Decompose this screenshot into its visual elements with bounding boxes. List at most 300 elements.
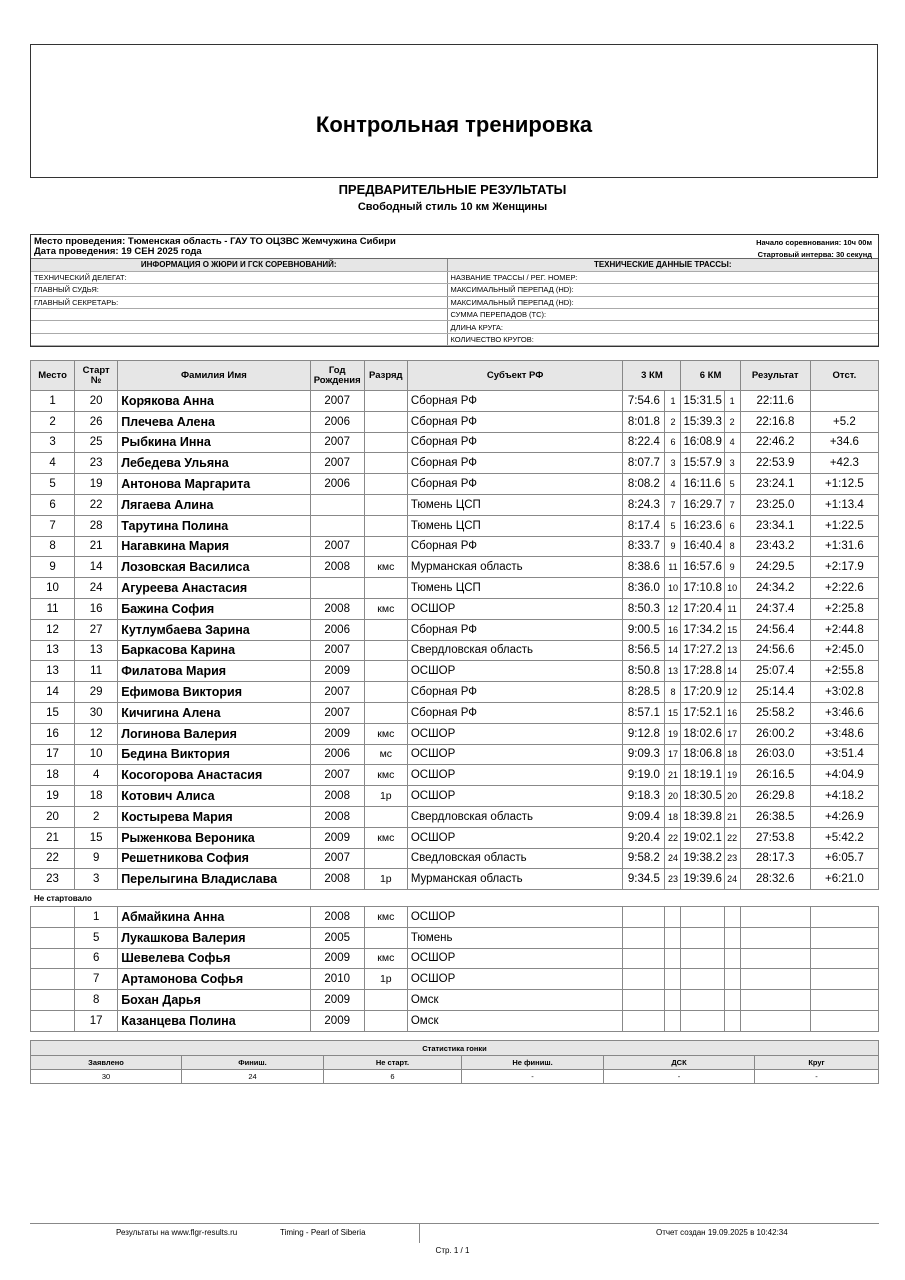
subject: Сборная РФ bbox=[407, 391, 623, 412]
split-3km: 9:58.2 bbox=[623, 848, 665, 869]
empty-cell bbox=[810, 948, 878, 969]
split-6km: 17:52.1 bbox=[681, 702, 724, 723]
result-row bbox=[31, 848, 879, 869]
footer-divider bbox=[30, 1223, 879, 1224]
footer-created: Отчет создан 19.09.2025 в 10:42:34 bbox=[656, 1228, 788, 1237]
athlete-name: Лягаева Алина bbox=[118, 494, 310, 515]
split-6km: 17:28.8 bbox=[681, 661, 724, 682]
split-6km: 16:11.6 bbox=[681, 474, 724, 495]
stats-header: Заявлено bbox=[31, 1056, 182, 1070]
empty-cell bbox=[681, 990, 724, 1011]
birth-year: 2010 bbox=[310, 969, 364, 990]
time-behind: +3:48.6 bbox=[810, 723, 878, 744]
split-6km-rank: 16 bbox=[724, 702, 740, 723]
subject: Тюмень ЦСП bbox=[407, 494, 623, 515]
bib: 15 bbox=[75, 827, 118, 848]
athlete-name: Кичигина Алена bbox=[118, 702, 310, 723]
bib: 28 bbox=[75, 515, 118, 536]
athlete-name: Лозовская Василиса bbox=[118, 557, 310, 578]
split-3km: 8:50.8 bbox=[623, 661, 665, 682]
place: 12 bbox=[31, 619, 75, 640]
split-6km-rank: 3 bbox=[724, 453, 740, 474]
stats-value: 6 bbox=[324, 1070, 462, 1084]
track-field: МАКСИМАЛЬНЫЙ ПЕРЕПАД (HD): bbox=[447, 296, 878, 308]
athlete-name: Лукашкова Валерия bbox=[118, 927, 310, 948]
bib: 8 bbox=[75, 990, 118, 1011]
category bbox=[364, 619, 407, 640]
start-info bbox=[756, 237, 872, 261]
time-behind: +2:45.0 bbox=[810, 640, 878, 661]
race-stats-table bbox=[30, 1040, 879, 1084]
athlete-name: Бохан Дарья bbox=[118, 990, 310, 1011]
birth-year: 2007 bbox=[310, 682, 364, 703]
place bbox=[31, 969, 75, 990]
empty-cell bbox=[810, 969, 878, 990]
category bbox=[364, 536, 407, 557]
place: 7 bbox=[31, 515, 75, 536]
split-3km-rank: 22 bbox=[665, 827, 681, 848]
subject: ОСШОР bbox=[407, 827, 623, 848]
category: 1р bbox=[364, 786, 407, 807]
athlete-name: Лебедева Ульяна bbox=[118, 453, 310, 474]
split-3km-rank: 24 bbox=[665, 848, 681, 869]
place: 3 bbox=[31, 432, 75, 453]
time-behind: +3:51.4 bbox=[810, 744, 878, 765]
col-bib: Старт № bbox=[75, 361, 118, 391]
subject: ОСШОР bbox=[407, 723, 623, 744]
empty-cell bbox=[724, 907, 740, 928]
empty-cell bbox=[665, 1010, 681, 1031]
category bbox=[364, 848, 407, 869]
split-3km-rank: 17 bbox=[665, 744, 681, 765]
split-3km: 8:01.8 bbox=[623, 411, 665, 432]
split-3km: 8:38.6 bbox=[623, 557, 665, 578]
result: 28:32.6 bbox=[740, 869, 810, 890]
col-diff: Отст. bbox=[810, 361, 878, 391]
place: 4 bbox=[31, 453, 75, 474]
result: 26:38.5 bbox=[740, 806, 810, 827]
split-6km-rank: 7 bbox=[724, 494, 740, 515]
split-6km: 15:31.5 bbox=[681, 391, 724, 412]
split-6km: 17:20.9 bbox=[681, 682, 724, 703]
split-3km: 7:54.6 bbox=[623, 391, 665, 412]
birth-year: 2007 bbox=[310, 432, 364, 453]
split-3km-rank: 23 bbox=[665, 869, 681, 890]
birth-year: 2008 bbox=[310, 806, 364, 827]
category: кмс bbox=[364, 598, 407, 619]
track-field: КОЛИЧЕСТВО КРУГОВ: bbox=[447, 333, 878, 345]
jury-header: ИНФОРМАЦИЯ О ЖЮРИ И ГСК СОРЕВНОВАНИЙ: bbox=[31, 259, 447, 271]
athlete-name: Корякова Анна bbox=[118, 391, 310, 412]
place: 17 bbox=[31, 744, 75, 765]
split-3km-rank: 11 bbox=[665, 557, 681, 578]
time-behind: +3:02.8 bbox=[810, 682, 878, 703]
stats-header: Не финиш. bbox=[462, 1056, 604, 1070]
empty-cell bbox=[810, 990, 878, 1011]
result-row bbox=[31, 598, 879, 619]
split-3km-rank: 19 bbox=[665, 723, 681, 744]
subject: Сборная РФ bbox=[407, 411, 623, 432]
split-3km-rank: 14 bbox=[665, 640, 681, 661]
place bbox=[31, 1010, 75, 1031]
split-6km: 18:02.6 bbox=[681, 723, 724, 744]
time-behind: +5:42.2 bbox=[810, 827, 878, 848]
stats-header: Круг bbox=[755, 1056, 879, 1070]
result: 27:53.8 bbox=[740, 827, 810, 848]
split-3km: 9:20.4 bbox=[623, 827, 665, 848]
empty-cell bbox=[665, 969, 681, 990]
bib: 18 bbox=[75, 786, 118, 807]
split-6km-rank: 11 bbox=[724, 598, 740, 619]
subject: Сборная РФ bbox=[407, 682, 623, 703]
athlete-name: Ефимова Виктория bbox=[118, 682, 310, 703]
subject: ОСШОР bbox=[407, 661, 623, 682]
split-6km: 18:39.8 bbox=[681, 806, 724, 827]
split-3km-rank: 13 bbox=[665, 661, 681, 682]
result-row bbox=[31, 474, 879, 495]
birth-year: 2008 bbox=[310, 557, 364, 578]
result-row bbox=[31, 702, 879, 723]
category bbox=[364, 578, 407, 599]
birth-year: 2009 bbox=[310, 723, 364, 744]
result: 26:29.8 bbox=[740, 786, 810, 807]
subject: Сведловская область bbox=[407, 848, 623, 869]
start-time: Начало соревнования: 10ч 00м bbox=[756, 238, 872, 247]
empty-cell bbox=[665, 907, 681, 928]
result-row bbox=[31, 661, 879, 682]
time-behind bbox=[810, 391, 878, 412]
not-started-row bbox=[31, 907, 879, 928]
split-6km: 17:34.2 bbox=[681, 619, 724, 640]
info-header-row bbox=[31, 259, 878, 271]
time-behind: +2:22.6 bbox=[810, 578, 878, 599]
split-3km: 8:56.5 bbox=[623, 640, 665, 661]
place: 19 bbox=[31, 786, 75, 807]
col-result: Результат bbox=[740, 361, 810, 391]
place: 15 bbox=[31, 702, 75, 723]
empty-cell bbox=[724, 969, 740, 990]
place: 13 bbox=[31, 661, 75, 682]
split-6km: 15:57.9 bbox=[681, 453, 724, 474]
result-row bbox=[31, 640, 879, 661]
time-behind: +1:13.4 bbox=[810, 494, 878, 515]
split-3km: 8:24.3 bbox=[623, 494, 665, 515]
category bbox=[364, 1010, 407, 1031]
col-year: Год Рождения bbox=[310, 361, 364, 391]
footer-timing: Timing - Pearl of Siberia bbox=[280, 1228, 366, 1237]
athlete-name: Артамонова Софья bbox=[118, 969, 310, 990]
place: 21 bbox=[31, 827, 75, 848]
place: 9 bbox=[31, 557, 75, 578]
split-6km-rank: 6 bbox=[724, 515, 740, 536]
birth-year: 2009 bbox=[310, 661, 364, 682]
subject: Тюмень ЦСП bbox=[407, 515, 623, 536]
athlete-name: Шевелева Софья bbox=[118, 948, 310, 969]
split-6km: 16:40.4 bbox=[681, 536, 724, 557]
split-6km-rank: 21 bbox=[724, 806, 740, 827]
place: 22 bbox=[31, 848, 75, 869]
athlete-name: Казанцева Полина bbox=[118, 1010, 310, 1031]
athlete-name: Тарутина Полина bbox=[118, 515, 310, 536]
result: 24:34.2 bbox=[740, 578, 810, 599]
bib: 3 bbox=[75, 869, 118, 890]
split-6km: 17:20.4 bbox=[681, 598, 724, 619]
split-3km: 9:12.8 bbox=[623, 723, 665, 744]
empty-cell bbox=[623, 969, 665, 990]
split-6km-rank: 15 bbox=[724, 619, 740, 640]
result: 25:14.4 bbox=[740, 682, 810, 703]
birth-year: 2007 bbox=[310, 453, 364, 474]
split-6km-rank: 23 bbox=[724, 848, 740, 869]
split-6km: 16:08.9 bbox=[681, 432, 724, 453]
empty-cell bbox=[724, 1010, 740, 1031]
result: 24:37.4 bbox=[740, 598, 810, 619]
birth-year bbox=[310, 515, 364, 536]
result: 26:03.0 bbox=[740, 744, 810, 765]
bib: 16 bbox=[75, 598, 118, 619]
jury-track-table bbox=[31, 259, 878, 346]
place: 1 bbox=[31, 391, 75, 412]
subject: Омск bbox=[407, 1010, 623, 1031]
time-behind: +4:18.2 bbox=[810, 786, 878, 807]
category bbox=[364, 494, 407, 515]
birth-year: 2006 bbox=[310, 744, 364, 765]
split-3km-rank: 2 bbox=[665, 411, 681, 432]
category bbox=[364, 682, 407, 703]
split-3km: 8:50.3 bbox=[623, 598, 665, 619]
category: 1р bbox=[364, 969, 407, 990]
split-6km: 15:39.3 bbox=[681, 411, 724, 432]
split-6km-rank: 9 bbox=[724, 557, 740, 578]
result: 24:29.5 bbox=[740, 557, 810, 578]
split-6km-rank: 22 bbox=[724, 827, 740, 848]
empty-cell bbox=[665, 990, 681, 1011]
time-behind: +4:26.9 bbox=[810, 806, 878, 827]
result-row bbox=[31, 432, 879, 453]
empty-cell bbox=[623, 907, 665, 928]
category bbox=[364, 474, 407, 495]
col-split1: 3 КМ bbox=[623, 361, 681, 391]
place: 8 bbox=[31, 536, 75, 557]
col-place: Место bbox=[31, 361, 75, 391]
place bbox=[31, 990, 75, 1011]
athlete-name: Косогорова Анастасия bbox=[118, 765, 310, 786]
subject: Сборная РФ bbox=[407, 702, 623, 723]
birth-year: 2008 bbox=[310, 869, 364, 890]
bib: 17 bbox=[75, 1010, 118, 1031]
athlete-name: Плечева Алена bbox=[118, 411, 310, 432]
results-header bbox=[31, 361, 879, 391]
info-row bbox=[31, 284, 878, 296]
split-3km-rank: 8 bbox=[665, 682, 681, 703]
split-3km: 8:08.2 bbox=[623, 474, 665, 495]
footer-results-link[interactable]: Результаты на www.flgr-results.ru bbox=[116, 1228, 238, 1237]
subject: ОСШОР bbox=[407, 786, 623, 807]
result: 24:56.4 bbox=[740, 619, 810, 640]
stats-title-row bbox=[31, 1041, 879, 1056]
result-row bbox=[31, 578, 879, 599]
split-3km-rank: 1 bbox=[665, 391, 681, 412]
jury-field: ТЕХНИЧЕСКИЙ ДЕЛЕГАТ: bbox=[31, 271, 447, 283]
not-started-row bbox=[31, 948, 879, 969]
subject: ОСШОР bbox=[407, 948, 623, 969]
subject: ОСШОР bbox=[407, 765, 623, 786]
result-row bbox=[31, 744, 879, 765]
time-behind: +34.6 bbox=[810, 432, 878, 453]
split-6km: 16:23.6 bbox=[681, 515, 724, 536]
subject: ОСШОР bbox=[407, 744, 623, 765]
subject: Тюмень bbox=[407, 927, 623, 948]
split-3km-rank: 21 bbox=[665, 765, 681, 786]
split-3km-rank: 18 bbox=[665, 806, 681, 827]
split-6km-rank: 5 bbox=[724, 474, 740, 495]
stats-value: - bbox=[462, 1070, 604, 1084]
split-6km: 16:29.7 bbox=[681, 494, 724, 515]
time-behind: +2:17.9 bbox=[810, 557, 878, 578]
category bbox=[364, 927, 407, 948]
bib: 11 bbox=[75, 661, 118, 682]
stats-header: Не старт. bbox=[324, 1056, 462, 1070]
info-box bbox=[30, 234, 879, 347]
stats-value: 24 bbox=[182, 1070, 324, 1084]
subject: ОСШОР bbox=[407, 969, 623, 990]
time-behind: +6:05.7 bbox=[810, 848, 878, 869]
empty-cell bbox=[810, 1010, 878, 1031]
result: 25:58.2 bbox=[740, 702, 810, 723]
bib: 29 bbox=[75, 682, 118, 703]
empty-cell bbox=[681, 927, 724, 948]
bib: 4 bbox=[75, 765, 118, 786]
athlete-name: Баркасова Карина bbox=[118, 640, 310, 661]
empty-cell bbox=[740, 1010, 810, 1031]
stats-header: ДСК bbox=[604, 1056, 755, 1070]
page-title: Контрольная тренировка bbox=[315, 112, 593, 137]
bib: 23 bbox=[75, 453, 118, 474]
bib: 2 bbox=[75, 806, 118, 827]
split-3km-rank: 7 bbox=[665, 494, 681, 515]
empty-cell bbox=[740, 990, 810, 1011]
time-behind: +4:04.9 bbox=[810, 765, 878, 786]
athlete-name: Абмайкина Анна bbox=[118, 907, 310, 928]
not-started-label: Не стартовало bbox=[34, 894, 92, 903]
birth-year: 2007 bbox=[310, 391, 364, 412]
birth-year: 2006 bbox=[310, 474, 364, 495]
split-3km: 9:00.5 bbox=[623, 619, 665, 640]
result: 23:24.1 bbox=[740, 474, 810, 495]
not-started-row bbox=[31, 969, 879, 990]
result-row bbox=[31, 869, 879, 890]
split-6km: 18:19.1 bbox=[681, 765, 724, 786]
bib: 25 bbox=[75, 432, 118, 453]
category bbox=[364, 515, 407, 536]
birth-year: 2008 bbox=[310, 907, 364, 928]
col-subject: Субъект РФ bbox=[407, 361, 623, 391]
split-6km: 19:38.2 bbox=[681, 848, 724, 869]
split-6km-rank: 12 bbox=[724, 682, 740, 703]
athlete-name: Решетникова София bbox=[118, 848, 310, 869]
place: 10 bbox=[31, 578, 75, 599]
track-field: МАКСИМАЛЬНЫЙ ПЕРЕПАД (HD): bbox=[447, 284, 878, 296]
split-3km: 8:57.1 bbox=[623, 702, 665, 723]
place: 6 bbox=[31, 494, 75, 515]
result-row bbox=[31, 723, 879, 744]
split-3km: 9:09.4 bbox=[623, 806, 665, 827]
result-row bbox=[31, 494, 879, 515]
athlete-name: Кутлумбаева Зарина bbox=[118, 619, 310, 640]
time-behind: +1:12.5 bbox=[810, 474, 878, 495]
time-behind: +2:25.8 bbox=[810, 598, 878, 619]
split-3km: 9:34.5 bbox=[623, 869, 665, 890]
time-behind: +42.3 bbox=[810, 453, 878, 474]
place: 23 bbox=[31, 869, 75, 890]
result-row bbox=[31, 391, 879, 412]
split-3km-rank: 12 bbox=[665, 598, 681, 619]
time-behind: +2:44.8 bbox=[810, 619, 878, 640]
empty-cell bbox=[681, 907, 724, 928]
split-3km: 8:22.4 bbox=[623, 432, 665, 453]
athlete-name: Антонова Маргарита bbox=[118, 474, 310, 495]
birth-year: 2005 bbox=[310, 927, 364, 948]
birth-year: 2006 bbox=[310, 619, 364, 640]
subject: Мурманская область bbox=[407, 869, 623, 890]
not-started-table bbox=[30, 906, 879, 1032]
split-3km-rank: 6 bbox=[665, 432, 681, 453]
track-field: СУММА ПЕРЕПАДОВ (ТС): bbox=[447, 309, 878, 321]
empty-cell bbox=[740, 927, 810, 948]
split-3km-rank: 3 bbox=[665, 453, 681, 474]
birth-year: 2007 bbox=[310, 765, 364, 786]
athlete-name: Бедина Виктория bbox=[118, 744, 310, 765]
place bbox=[31, 907, 75, 928]
category bbox=[364, 990, 407, 1011]
athlete-name: Костырева Мария bbox=[118, 806, 310, 827]
info-row bbox=[31, 309, 878, 321]
jury-field: ГЛАВНЫЙ СЕКРЕТАРЬ: bbox=[31, 296, 447, 308]
bib: 22 bbox=[75, 494, 118, 515]
result: 23:25.0 bbox=[740, 494, 810, 515]
empty-cell bbox=[623, 1010, 665, 1031]
bib: 1 bbox=[75, 907, 118, 928]
venue-block bbox=[34, 237, 396, 257]
subject: Омск bbox=[407, 990, 623, 1011]
place: 5 bbox=[31, 474, 75, 495]
subject: Свердловская область bbox=[407, 806, 623, 827]
result: 26:16.5 bbox=[740, 765, 810, 786]
time-behind: +3:46.6 bbox=[810, 702, 878, 723]
place bbox=[31, 948, 75, 969]
empty-cell bbox=[623, 948, 665, 969]
category bbox=[364, 411, 407, 432]
category bbox=[364, 640, 407, 661]
result-row bbox=[31, 827, 879, 848]
result: 22:11.6 bbox=[740, 391, 810, 412]
jury-field bbox=[31, 321, 447, 333]
bib: 6 bbox=[75, 948, 118, 969]
split-6km-rank: 18 bbox=[724, 744, 740, 765]
empty-cell bbox=[740, 907, 810, 928]
bib: 20 bbox=[75, 391, 118, 412]
result-row bbox=[31, 765, 879, 786]
athlete-name: Агуреева Анастасия bbox=[118, 578, 310, 599]
result-row bbox=[31, 619, 879, 640]
bib: 12 bbox=[75, 723, 118, 744]
result-row bbox=[31, 557, 879, 578]
birth-year bbox=[310, 578, 364, 599]
category bbox=[364, 702, 407, 723]
category: кмс bbox=[364, 557, 407, 578]
report-status-title: ПРЕДВАРИТЕЛЬНЫЕ РЕЗУЛЬТАТЫ bbox=[338, 182, 567, 197]
venue: Место проведения: Тюменская область - ГАУ ТО ОЦЗВС Жемчужина Сибири bbox=[34, 236, 396, 247]
